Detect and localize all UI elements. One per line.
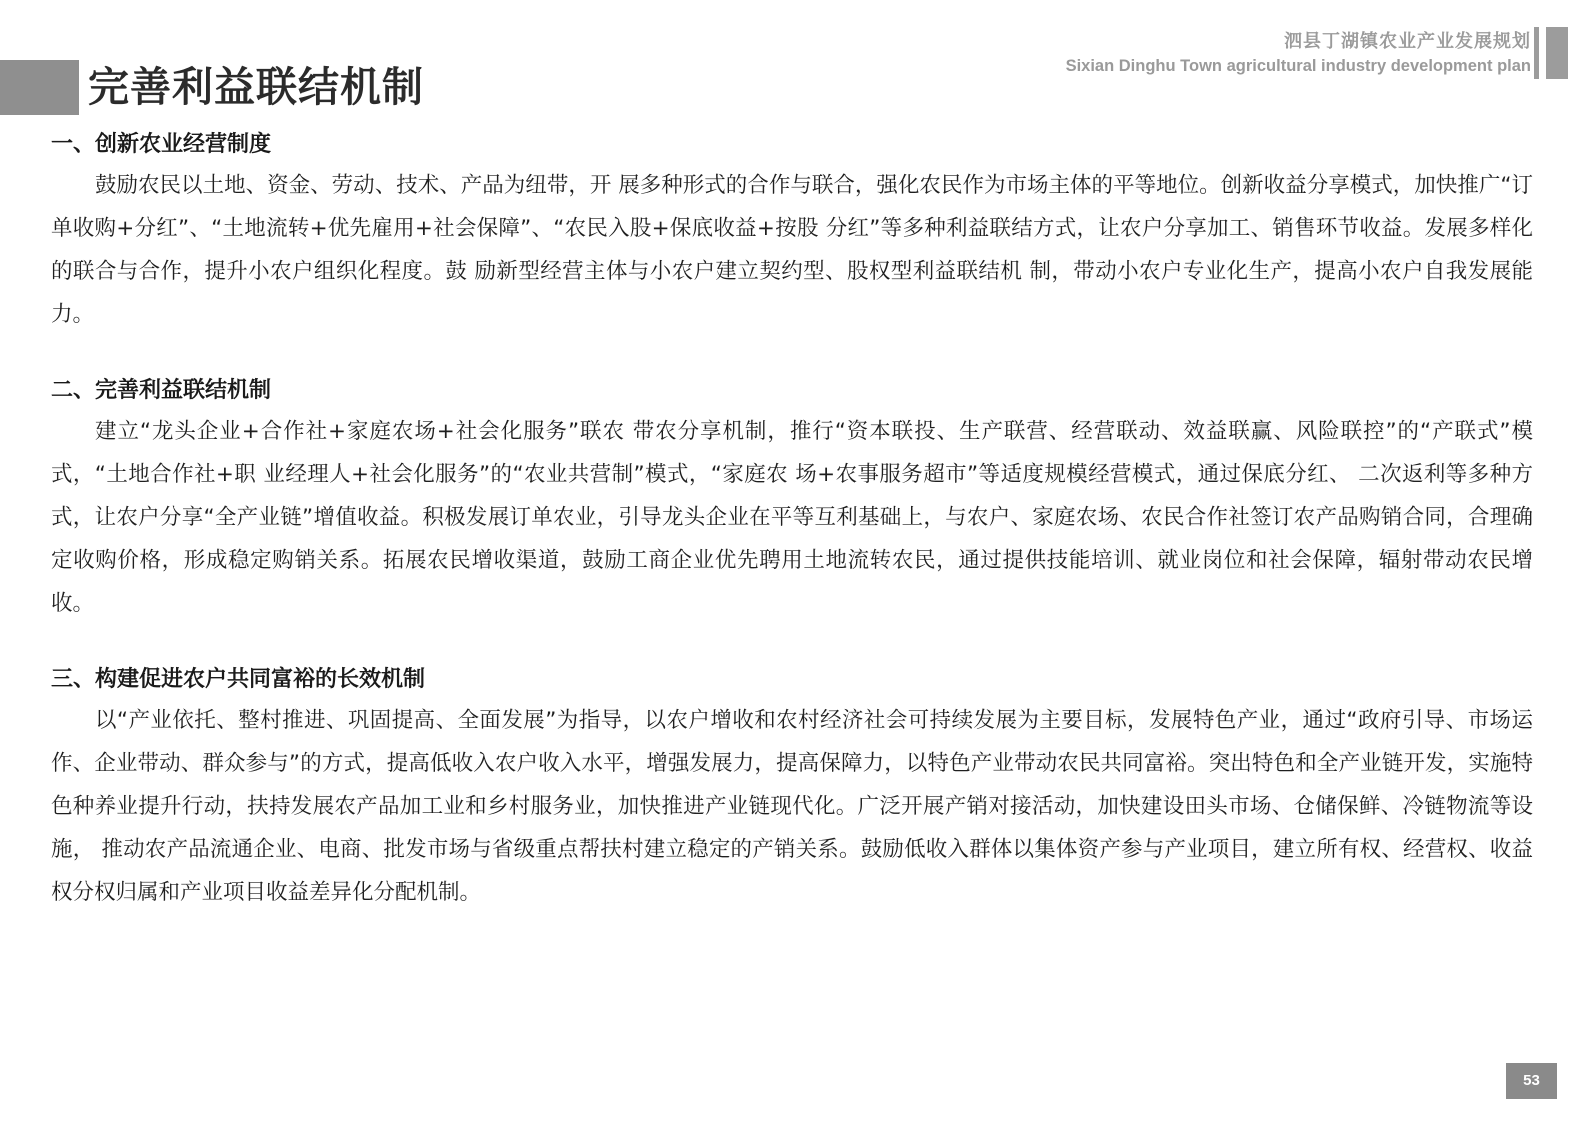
- document-title-cn: 泗县丁湖镇农业产业发展规划: [1284, 31, 1531, 52]
- document-title-en: Sixian Dinghu Town agricultural industry development plan: [1065, 57, 1531, 75]
- header-accent-bar: [1540, 27, 1568, 79]
- page-number: 53: [1506, 1063, 1557, 1099]
- section-heading: 一、创新农业经营制度: [51, 132, 272, 157]
- main-content: [51, 126, 1533, 914]
- section-innovate-operation: [51, 126, 1533, 336]
- section-heading: 三、构建促进农户共同富裕的长效机制: [51, 667, 426, 692]
- section-paragraph: 以“产业依托、整村推进、巩固提高、全面发展”为指导，以农户增收和农村经济社会可持续发展为主要目标，发展特色产业，通过“政府引导、市场运作、企业带动、群众参与”的方式，提高低收入农户收入水平，增强发展力，提高保障力，以特色产业带动农民共同富裕。突出特色和全产业链开发，实施特色种养业提升行动，扶持发展农产品加工业和乡村服务业，加快推进产业链现代化。广泛开展产销对接活动，加快建设田头市场、仓储保鲜、冷链物流等设施， 推动农产品流通企业、电商、批发市场与省级重点帮扶村建立稳定的产销关系。鼓励低收入群体以集体资产参与产业项目，建立所有权、经营权、收益权分权归属和产业项目收益差异化分配机制。: [51, 708, 1533, 905]
- section-benefit-linkage: [51, 372, 1533, 625]
- section-heading: 二、完善利益联结机制: [51, 378, 272, 403]
- section-paragraph: 建立“龙头企业+合作社+家庭农场+社会化服务”联农 带农分享机制，推行“资本联投、生产联营、经营联动、效益联赢、风险联控”的“产联式”模式，“土地合作社+职 业经理人+社会化服务”的“农业共营制”模式，“家庭农 场+农事服务超市”等适度规模经营模式，通过保底分红、 二次返利等多种方式，让农户分享“全产业链”增值收益。积极发展订单农业，引导龙头企业在平等互利基础上，与农户、家庭农场、农民合作社签订农产品购销合同，合理确定收购价格，形成稳定购销关系。拓展农民增收渠道，鼓励工商企业优先聘用土地流转农民，通过提供技能培训、就业岗位和社会保障，辐射带动农民增收。: [51, 419, 1533, 616]
- section-common-prosperity: [51, 661, 1533, 914]
- document-header: [1066, 30, 1531, 77]
- page-title: 完善利益联结机制: [88, 63, 424, 111]
- section-paragraph: 鼓励农民以土地、资金、劳动、技术、产品为纽带，开 展多种形式的合作与联合，强化农民作为市场主体的平等地位。创新收益分享模式，加快推广“订单收购+分红”、“土地流转+优先雇用+社会保障”、“农民入股+保底收益+按股 分红”等多种利益联结方式，让农户分享加工、销售环节收益。发展多样化的联合与合作，提升小农户组织化程度。鼓 励新型经营主体与小农户建立契约型、股权型利益联结机 制，带动小农户专业化生产，提高小农户自我发展能力。: [51, 173, 1533, 327]
- title-accent-block: [0, 60, 79, 115]
